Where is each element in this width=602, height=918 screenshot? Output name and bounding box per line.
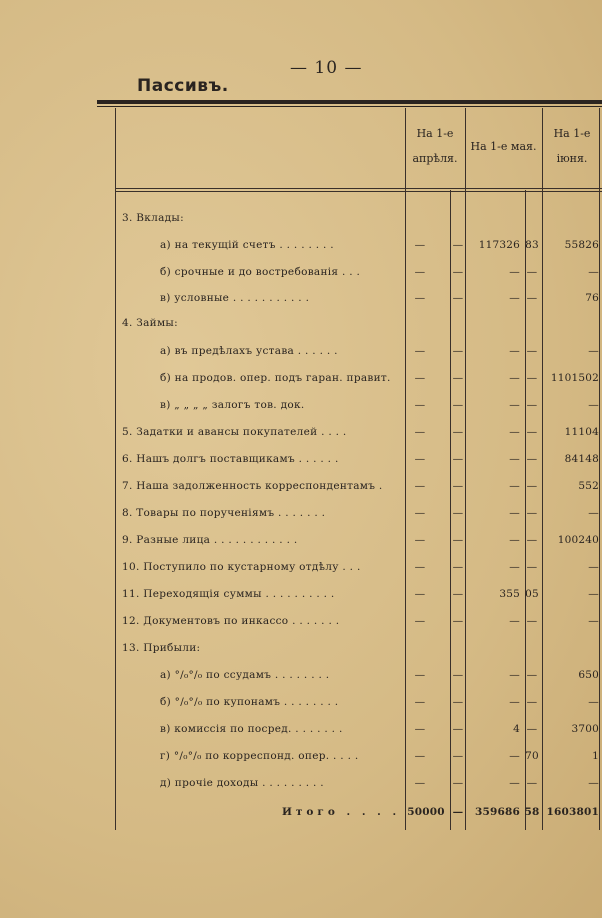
table-cell: — bbox=[452, 426, 464, 438]
table-cell: — bbox=[509, 372, 520, 384]
table-cell: — bbox=[526, 453, 538, 465]
total-cell: 50000 bbox=[407, 806, 445, 818]
table-cell: 84148 bbox=[564, 453, 599, 465]
table-cell: — bbox=[526, 372, 538, 384]
table-cell: — bbox=[414, 615, 426, 627]
column-rule bbox=[450, 190, 451, 830]
table-cell: — bbox=[526, 507, 538, 519]
table-cell: 11104 bbox=[564, 426, 599, 438]
table-cell: — bbox=[526, 266, 538, 278]
table-cell: — bbox=[509, 534, 520, 546]
table-cell: — bbox=[414, 372, 426, 384]
table-cell: — bbox=[452, 561, 464, 573]
table-cell: — bbox=[452, 239, 464, 251]
table-cell: — bbox=[588, 399, 599, 411]
table-cell: 1101502 bbox=[550, 372, 599, 384]
row-label: 10. Поступило по кустарному отдѣлу . . . bbox=[122, 561, 361, 573]
table-cell: — bbox=[414, 345, 426, 357]
table-cell: — bbox=[414, 588, 426, 600]
header-rule-2 bbox=[115, 191, 602, 192]
table-cell: — bbox=[509, 561, 520, 573]
table-cell: 3700 bbox=[571, 723, 599, 735]
total-cell: 1603801 bbox=[546, 806, 599, 818]
table-cell: — bbox=[452, 723, 464, 735]
table-cell: — bbox=[509, 399, 520, 411]
table-cell: — bbox=[414, 723, 426, 735]
table-cell: — bbox=[509, 669, 520, 681]
table-cell: — bbox=[588, 696, 599, 708]
table-cell: — bbox=[526, 615, 538, 627]
table-cell: — bbox=[414, 266, 426, 278]
table-cell: — bbox=[414, 453, 426, 465]
total-label: Итого . . . . bbox=[282, 806, 401, 818]
row-label: б) °/₀°/₀ по купонамъ . . . . . . . . bbox=[160, 696, 339, 708]
column-rule bbox=[405, 108, 406, 830]
table-cell: — bbox=[588, 777, 599, 789]
table-cell: 117326 bbox=[478, 239, 520, 251]
top-rule-thin bbox=[97, 106, 602, 107]
table-cell: — bbox=[414, 534, 426, 546]
header-rule bbox=[115, 188, 602, 189]
table-cell: — bbox=[509, 750, 520, 762]
column-header: На 1-е bbox=[416, 127, 454, 140]
table-cell: — bbox=[452, 507, 464, 519]
total-cell: — bbox=[452, 806, 464, 818]
column-header: На 1-е bbox=[553, 127, 591, 140]
total-cell: 359686 bbox=[474, 806, 520, 818]
table-cell: — bbox=[452, 534, 464, 546]
table-cell: — bbox=[526, 399, 538, 411]
table-cell: — bbox=[526, 561, 538, 573]
row-label: б) на продов. опер. подъ гаран. правит. bbox=[160, 372, 391, 384]
table-cell: 70 bbox=[525, 750, 539, 762]
table-cell: — bbox=[452, 399, 464, 411]
row-label: 6. Нашъ долгъ поставщикамъ . . . . . . bbox=[122, 453, 339, 465]
table-cell: — bbox=[588, 588, 599, 600]
table-cell: — bbox=[509, 292, 520, 304]
table-cell: — bbox=[452, 292, 464, 304]
table-cell: — bbox=[452, 750, 464, 762]
table-cell: — bbox=[526, 534, 538, 546]
table-cell: — bbox=[414, 777, 426, 789]
row-label: 12. Документовъ по инкассо . . . . . . . bbox=[122, 615, 340, 627]
row-label: б) срочные и до востребованія . . . bbox=[160, 266, 361, 278]
table-cell: — bbox=[452, 453, 464, 465]
table-cell: — bbox=[588, 266, 599, 278]
table-cell: — bbox=[414, 480, 426, 492]
row-label: 11. Переходящія суммы . . . . . . . . . . bbox=[122, 588, 335, 600]
row-label: в) „ „ „ „ залогъ тов. док. bbox=[160, 399, 305, 411]
row-label: 4. Займы: bbox=[122, 317, 178, 329]
table-cell: — bbox=[509, 426, 520, 438]
table-cell: — bbox=[509, 266, 520, 278]
table-cell: — bbox=[452, 777, 464, 789]
table-cell: — bbox=[452, 372, 464, 384]
table-cell: — bbox=[509, 507, 520, 519]
table-cell: — bbox=[414, 399, 426, 411]
table-cell: 355 bbox=[499, 588, 520, 600]
table-cell: — bbox=[452, 345, 464, 357]
table-cell: — bbox=[509, 345, 520, 357]
table-cell: — bbox=[526, 345, 538, 357]
table-cell: — bbox=[414, 750, 426, 762]
table-cell: — bbox=[414, 696, 426, 708]
table-cell: — bbox=[509, 615, 520, 627]
table-cell: 100240 bbox=[557, 534, 599, 546]
row-label: в) комиссія по посред. . . . . . . . bbox=[160, 723, 343, 735]
column-rule bbox=[115, 108, 116, 830]
table-cell: 1 bbox=[592, 750, 599, 762]
table-cell: 650 bbox=[578, 669, 599, 681]
table-cell: 83 bbox=[525, 239, 539, 251]
table-cell: — bbox=[526, 777, 538, 789]
table-cell: 55826 bbox=[564, 239, 599, 251]
table-cell: — bbox=[414, 507, 426, 519]
table-cell: — bbox=[509, 480, 520, 492]
table-cell: — bbox=[509, 696, 520, 708]
table-cell: — bbox=[526, 292, 538, 304]
column-rule bbox=[542, 108, 543, 830]
section-title: Пассивъ. bbox=[137, 76, 229, 96]
table-cell: — bbox=[588, 615, 599, 627]
page-number: — 10 — bbox=[290, 58, 363, 78]
table-cell: — bbox=[414, 669, 426, 681]
table-cell: — bbox=[414, 426, 426, 438]
row-label: а) на текущій счетъ . . . . . . . . bbox=[160, 239, 334, 251]
row-label: 3. Вклады: bbox=[122, 212, 184, 224]
table-cell: — bbox=[509, 777, 520, 789]
column-header-sub: іюня. bbox=[556, 152, 588, 165]
table-cell: — bbox=[526, 696, 538, 708]
row-label: 5. Задатки и авансы покупателей . . . . bbox=[122, 426, 347, 438]
table-cell: — bbox=[452, 588, 464, 600]
table-cell: 4 bbox=[513, 723, 520, 735]
column-header-sub: апрѣля. bbox=[412, 152, 458, 165]
row-label: 8. Товары по порученіямъ . . . . . . . bbox=[122, 507, 326, 519]
row-label: в) условные . . . . . . . . . . . bbox=[160, 292, 310, 304]
table-cell: — bbox=[526, 669, 538, 681]
table-cell: — bbox=[509, 453, 520, 465]
table-cell: — bbox=[526, 480, 538, 492]
table-cell: — bbox=[526, 723, 538, 735]
row-label: 13. Прибыли: bbox=[122, 642, 201, 654]
table-cell: 552 bbox=[578, 480, 599, 492]
row-label: 7. Наша задолженность корреспондентамъ . bbox=[122, 480, 383, 492]
row-label: г) °/₀°/₀ по корреспонд. опер. . . . . bbox=[160, 750, 359, 762]
column-header: На 1-е мая. bbox=[470, 140, 537, 153]
table-cell: — bbox=[452, 480, 464, 492]
table-cell: — bbox=[414, 239, 426, 251]
table-cell: — bbox=[588, 345, 599, 357]
column-rule bbox=[465, 108, 466, 830]
table-cell: — bbox=[452, 669, 464, 681]
table-cell: — bbox=[588, 507, 599, 519]
table-cell: 76 bbox=[585, 292, 599, 304]
row-label: а) °/₀°/₀ по ссудамъ . . . . . . . . bbox=[160, 669, 330, 681]
row-label: а) въ предѣлахъ устава . . . . . . bbox=[160, 345, 338, 357]
table-cell: — bbox=[452, 696, 464, 708]
row-label: 9. Разные лица . . . . . . . . . . . . bbox=[122, 534, 298, 546]
total-cell: 58 bbox=[524, 806, 540, 818]
top-rule bbox=[97, 100, 602, 104]
table-cell: — bbox=[526, 426, 538, 438]
table-cell: 05 bbox=[525, 588, 539, 600]
table-cell: — bbox=[452, 615, 464, 627]
table-cell: — bbox=[414, 292, 426, 304]
table-cell: — bbox=[588, 561, 599, 573]
table-cell: — bbox=[452, 266, 464, 278]
column-rule bbox=[599, 108, 600, 830]
row-label: д) прочіе доходы . . . . . . . . . bbox=[160, 777, 324, 789]
table-cell: — bbox=[414, 561, 426, 573]
